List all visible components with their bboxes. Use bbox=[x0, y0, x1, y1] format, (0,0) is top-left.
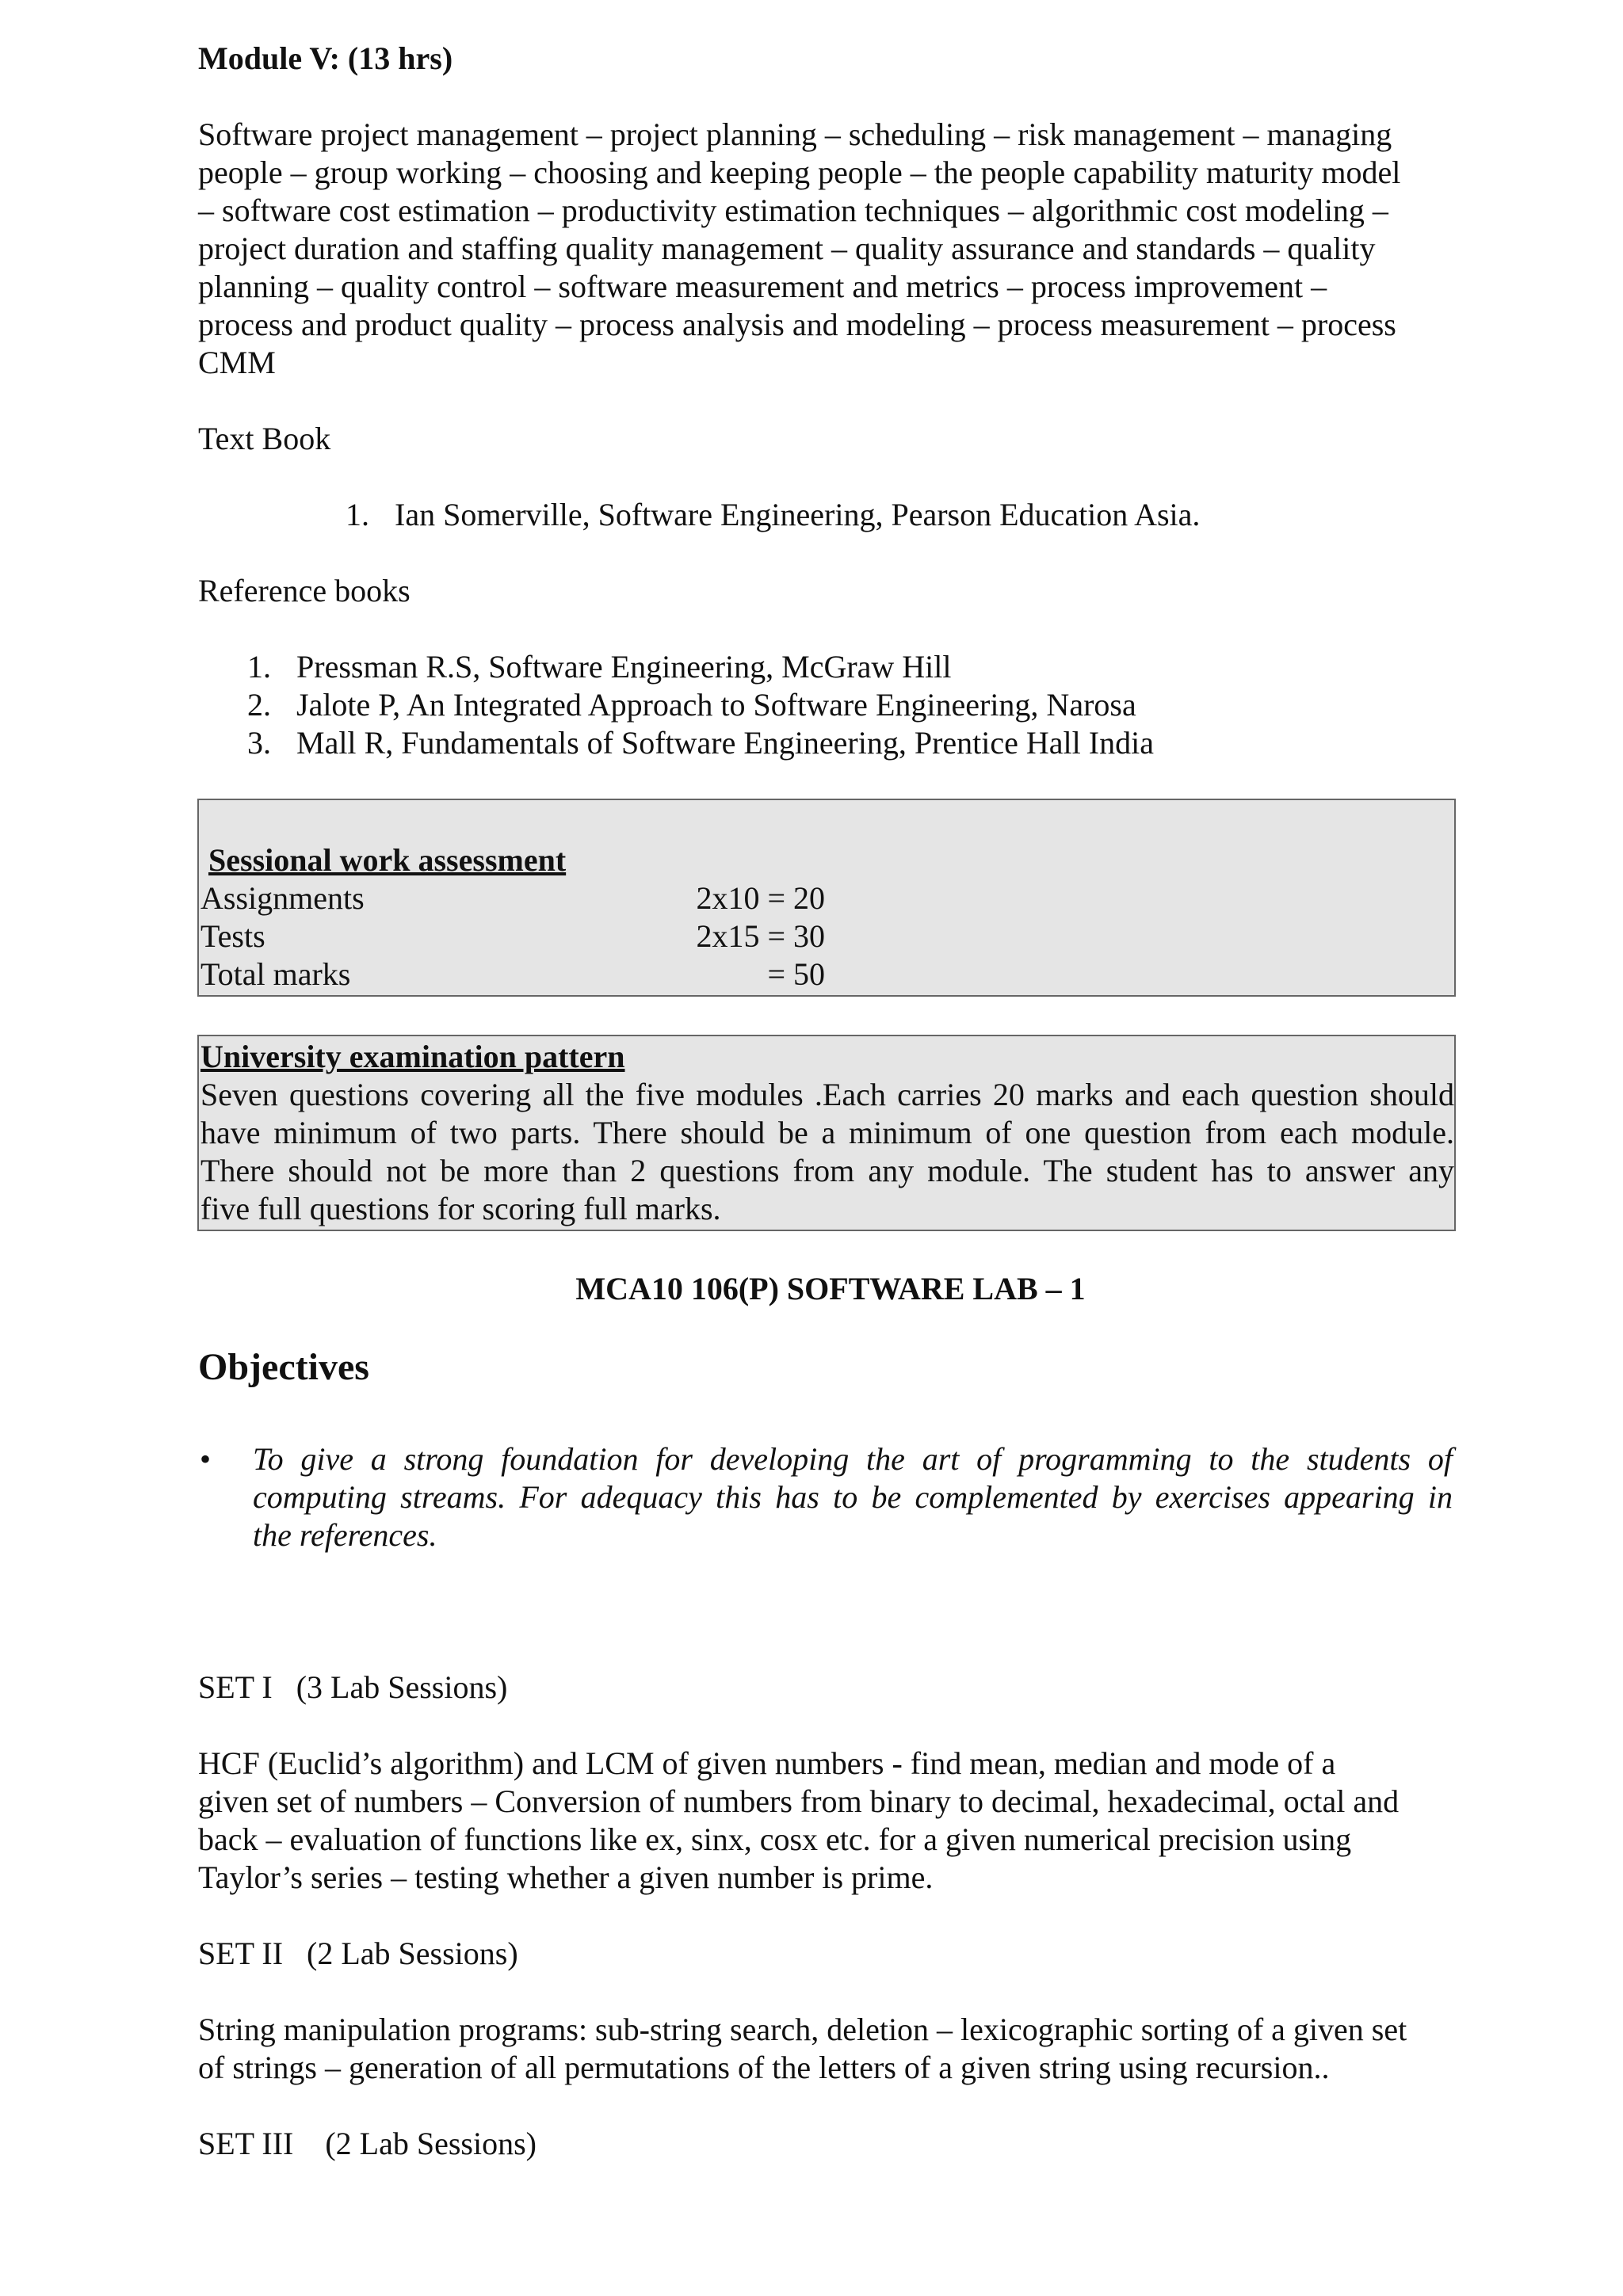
sessional-heading: Sessional work assessment bbox=[208, 842, 567, 878]
objective-line: computing streams. For adequacy this has to be complemented by exercises appearing in bbox=[253, 1479, 1453, 1515]
university-exam-line: Seven questions covering all the five modules .Each carries 20 marks and each question should bbox=[200, 1077, 1454, 1112]
university-exam-heading: University examination pattern bbox=[200, 1039, 625, 1074]
sessional-row-value: 2x10 = 20 bbox=[696, 880, 825, 916]
lab-title: MCA10 106(P) SOFTWARE LAB – 1 bbox=[575, 1271, 1086, 1306]
university-exam-line: have minimum of two parts. There should be a minimum of one question from each module. bbox=[200, 1115, 1454, 1150]
sessional-row-value: 2x15 = 30 bbox=[696, 918, 825, 954]
set-description bbox=[198, 2011, 1407, 2087]
set-line: given set of numbers – Conversion of numbers from binary to decimal, hexadecimal, octal and bbox=[198, 1783, 1400, 1819]
sessional-row-value: = 50 bbox=[767, 956, 825, 992]
set-line: String manipulation programs: sub-string search, deletion – lexicographic sorting of a given set bbox=[198, 2012, 1407, 2047]
university-exam-text bbox=[200, 1076, 1454, 1228]
sessional-row-label: Total marks bbox=[200, 956, 351, 992]
set-line: Taylor’s series – testing whether a given number is prime. bbox=[198, 1859, 934, 1895]
reference-number: 1. bbox=[247, 649, 271, 685]
module-body-line: CMM bbox=[198, 345, 276, 380]
module-body-line: project duration and staffing quality management – quality assurance and standards – quality bbox=[198, 231, 1376, 266]
module-body-line: Software project management – project planning – scheduling – risk management – managing bbox=[198, 116, 1392, 152]
sessional-row-label: Assignments bbox=[200, 880, 365, 916]
set-line: back – evaluation of functions like ex, sinx, cosx etc. for a given numerical precision using bbox=[198, 1821, 1352, 1857]
university-exam-line: There should not be more than 2 questions from any module. The student has to answer any bbox=[200, 1153, 1454, 1188]
reference-books-heading: Reference books bbox=[198, 573, 411, 608]
objective-text bbox=[253, 1440, 1453, 1554]
university-exam-box bbox=[197, 1035, 1456, 1231]
reference-item: Jalote P, An Integrated Approach to Software Engineering, Narosa bbox=[296, 687, 1136, 723]
set-line: HCF (Euclid’s algorithm) and LCM of given numbers - find mean, median and mode of a bbox=[198, 1745, 1336, 1781]
module-body-line: – software cost estimation – productivity estimation techniques – algorithmic cost modeling – bbox=[198, 193, 1388, 228]
university-exam-line: five full questions for scoring full marks. bbox=[200, 1191, 721, 1226]
text-book-item: Ian Somerville, Software Engineering, Pearson Education Asia. bbox=[395, 497, 1201, 532]
module-body-line: process and product quality – process analysis and modeling – process measurement – process bbox=[198, 307, 1396, 342]
set-description bbox=[198, 1745, 1399, 1897]
objective-line: the references. bbox=[253, 1517, 437, 1553]
reference-number: 2. bbox=[247, 687, 271, 723]
reference-number: 3. bbox=[247, 725, 271, 761]
module-heading: Module V: (13 hrs) bbox=[198, 40, 453, 76]
set-heading: SET II (2 Lab Sessions) bbox=[198, 1936, 518, 1971]
module-body-line: people – group working – choosing and keeping people – the people capability maturity model bbox=[198, 154, 1401, 190]
text-book-number: 1. bbox=[346, 497, 369, 532]
module-body bbox=[198, 116, 1400, 382]
set-heading: SET III (2 Lab Sessions) bbox=[198, 2126, 537, 2161]
set-line: of strings – generation of all permutations of the letters of a given string using recursion.. bbox=[198, 2050, 1330, 2085]
text-book-heading: Text Book bbox=[198, 421, 331, 456]
module-body-line: planning – quality control – software measurement and metrics – process improvement – bbox=[198, 269, 1327, 304]
reference-item: Pressman R.S, Software Engineering, McGraw Hill bbox=[296, 649, 952, 685]
sessional-assessment-box bbox=[197, 799, 1456, 997]
set-heading: SET I (3 Lab Sessions) bbox=[198, 1669, 508, 1705]
objective-line: To give a strong foundation for developing the art of programming to the students of bbox=[253, 1441, 1453, 1477]
objectives-heading: Objectives bbox=[198, 1346, 369, 1388]
bullet-icon: • bbox=[200, 1441, 212, 1477]
reference-item: Mall R, Fundamentals of Software Engineering, Prentice Hall India bbox=[296, 725, 1154, 761]
sessional-row-label: Tests bbox=[200, 918, 265, 954]
